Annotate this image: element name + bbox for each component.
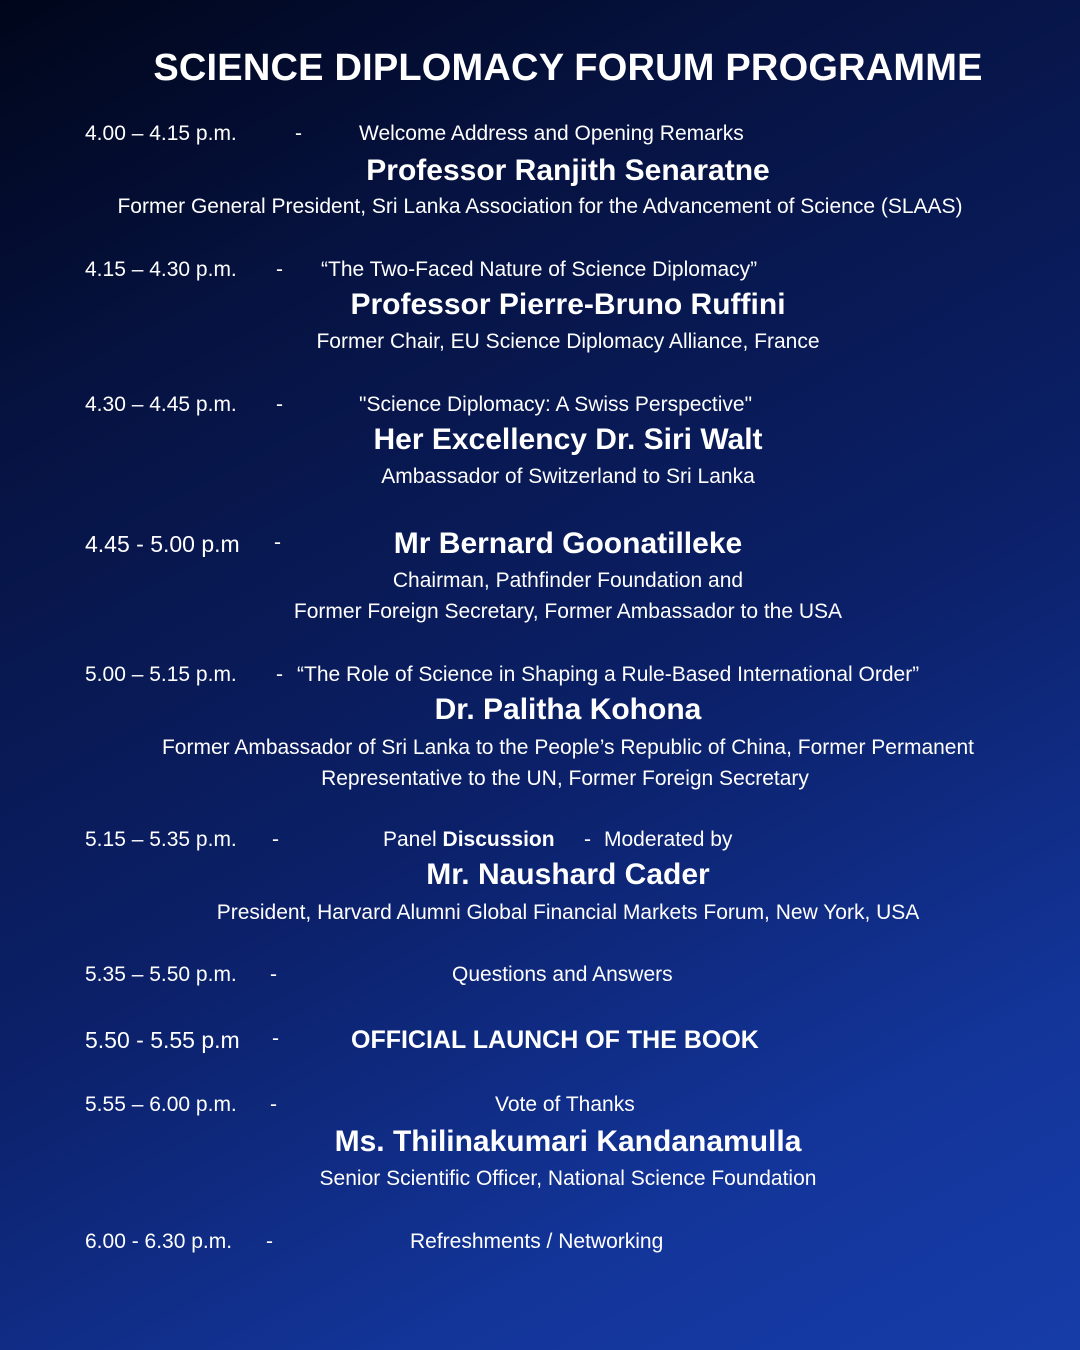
session-topic: Welcome Address and Opening Remarks — [359, 122, 744, 145]
session-time: 5.50 - 5.55 p.m — [85, 1027, 240, 1053]
session-time: 4.00 – 4.15 p.m. — [85, 122, 237, 145]
separator-dash: - — [584, 828, 591, 851]
speaker-name: Professor Ranjith Senaratne — [366, 154, 770, 187]
separator-dash: - — [274, 531, 281, 554]
speaker-name: Mr. Naushard Cader — [426, 858, 710, 891]
speaker-title: President, Harvard Alumni Global Financial Markets Forum, New York, USA — [216, 901, 920, 924]
separator-dash: - — [270, 1093, 277, 1116]
separator-dash: - — [276, 663, 283, 686]
separator-dash: - — [272, 828, 279, 851]
separator-dash: - — [276, 258, 283, 281]
session-time: 5.15 – 5.35 p.m. — [85, 828, 237, 851]
speaker-title: Former Chair, EU Science Diplomacy Alliance, France — [316, 330, 820, 353]
session-time: 6.00 - 6.30 p.m. — [85, 1230, 233, 1253]
speaker-name: Professor Pierre-Bruno Ruffini — [350, 288, 786, 321]
session-time: 4.30 – 4.45 p.m. — [85, 393, 237, 416]
speaker-title: Representative to the UN, Former Foreign Secretary — [321, 767, 809, 790]
session-time: 5.55 – 6.00 p.m. — [85, 1093, 237, 1116]
session-topic: Vote of Thanks — [495, 1093, 635, 1116]
separator-dash: - — [276, 393, 283, 416]
separator-dash: - — [266, 1230, 273, 1253]
session-topic: OFFICIAL LAUNCH OF THE BOOK — [351, 1026, 759, 1054]
page-title: SCIENCE DIPLOMACY FORUM PROGRAMME — [153, 47, 983, 89]
session-topic: Questions and Answers — [452, 963, 673, 986]
topic-text: Panel — [383, 828, 443, 851]
speaker-title: Former Foreign Secretary, Former Ambassador to the USA — [293, 600, 843, 623]
separator-dash: - — [295, 122, 302, 145]
speaker-name: Mr Bernard Goonatilleke — [393, 527, 743, 560]
session-time: 5.00 – 5.15 p.m. — [85, 663, 237, 686]
speaker-title: Senior Scientific Officer, National Science Foundation — [319, 1167, 817, 1190]
session-topic: "Science Diplomacy: A Swiss Perspective" — [359, 393, 753, 416]
session-time: 4.15 – 4.30 p.m. — [85, 258, 237, 281]
separator-dash: - — [272, 1027, 279, 1050]
session-time: 5.35 – 5.50 p.m. — [85, 963, 237, 986]
speaker-name: Dr. Palitha Kohona — [434, 693, 702, 726]
topic-text-bold: Discussion — [442, 828, 555, 851]
separator-dash: - — [270, 963, 277, 986]
session-topic — [383, 828, 555, 852]
session-topic: “The Two-Faced Nature of Science Diplomacy” — [321, 258, 758, 281]
speaker-name: Her Excellency Dr. Siri Walt — [373, 423, 763, 456]
session-topic: Moderated by — [604, 828, 733, 851]
speaker-title: Chairman, Pathfinder Foundation and — [392, 569, 744, 592]
session-topic: Refreshments / Networking — [410, 1230, 664, 1253]
session-time: 4.45 - 5.00 p.m — [85, 531, 240, 557]
session-topic: “The Role of Science in Shaping a Rule-Based International Order” — [297, 663, 920, 686]
speaker-title: Former General President, Sri Lanka Association for the Advancement of Science (SLAAS) — [117, 195, 963, 218]
speaker-title: Ambassador of Switzerland to Sri Lanka — [381, 465, 755, 488]
speaker-name: Ms. Thilinakumari Kandanamulla — [334, 1125, 802, 1158]
speaker-title: Former Ambassador of Sri Lanka to the People’s Republic of China, Former Permanent — [161, 736, 974, 759]
